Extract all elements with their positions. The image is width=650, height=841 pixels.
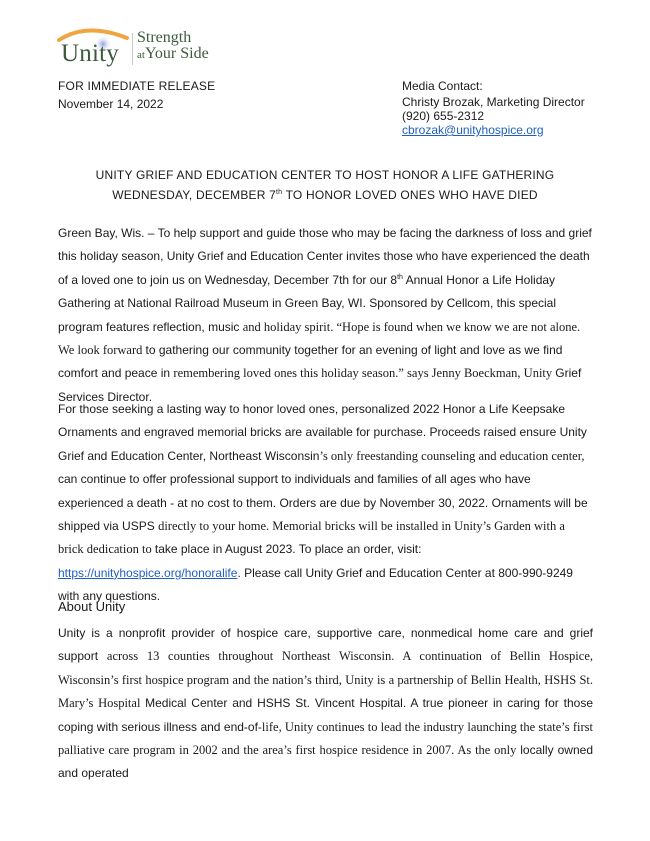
contact-phone: (920) 655-2312 [402,109,485,123]
paragraph-about: Unity is a nonprofit provider of hospice care, supportive care, nonmedical home care and grief support across 13 counties throughout Northeast Wisconsin. A continuation of Bellin Hospice, Wisconsin’s first hospice program and the nation’s third, Unity is a partnership of Bellin Health, HSHS St. Mary’s Hospital Medical Center and HSHS St. Vincent Hospital. A true pioneer in caring for those coping with serious illness and end-of-life, Unity continues to lead the industry launching the state’s first palliative care program in 2002 and the area’s first hospice residence in 2007. As the only locally owned and operated [58,626,593,781]
logo-wordmark: Unity [61,40,119,67]
order-link[interactable]: https://unityhospice.org/honoralife [58,565,238,580]
paragraph-keepsakes: For those seeking a lasting way to honor loved ones, personalized 2022 Honor a Life Keepsake Ornaments and engraved memorial bricks are available for purchase. Proceeds raised ensure Unity Grief and Education Center, Northeast Wisconsin’s only freestanding counseling and education center, can continue to offer professional support to individuals and families of all ages who have experienced a death - at no cost to them. Orders are due by November 30, 2022. Ornaments will be shipped via USPS directly to your home. Memorial bricks will be installed in Unity’s Garden with a brick dedication to take place in August 2023. To place an order, visit: https://unityhospice.org/honoralife. Please call Unity Grief and Education Center at 800-990-9249 with any questions. [58,402,588,604]
release-info [58,77,215,113]
contact-name: Christy Brozak, Marketing Director [402,95,585,109]
headline [58,165,592,205]
media-contact [402,77,585,137]
about-heading: About Unity [58,599,126,614]
paragraph-event: Green Bay, Wis. – To help support and guide those who may be facing the darkness of loss and grief this holiday season, Unity Grief and Education Center invites those who have experienced the death of a loved one to join us on Wednesday, December 7th for our 8th Annual Honor a Life Holiday Gathering at National Railroad Museum in Green Bay, WI. Sponsored by Cellcom, this special program features reflection, music and holiday spirit. “Hope is found when we know we are not alone. We look forward to gathering our community together for an evening of light and love as we find comfort and peace in remembering loved ones this holiday season.” says Jenny Boeckman, Unity Grief Services Director. [58,226,592,404]
media-contact-label: Media Contact: [402,79,483,93]
release-label: FOR IMMEDIATE RELEASE [58,79,216,93]
unity-logo [55,24,225,70]
release-date: November 14, 2022 [58,97,164,111]
logo-tagline: Strength atYour Side [137,29,209,62]
headline-line-2: WEDNESDAY, DECEMBER 7th TO HONOR LOVED ONES WHO HAVE DIED [112,188,538,202]
logo-divider [132,33,133,65]
contact-email-link[interactable]: cbrozak@unityhospice.org [402,123,544,137]
headline-line-1: UNITY GRIEF AND EDUCATION CENTER TO HOST HONOR A LIFE GATHERING [95,168,555,182]
